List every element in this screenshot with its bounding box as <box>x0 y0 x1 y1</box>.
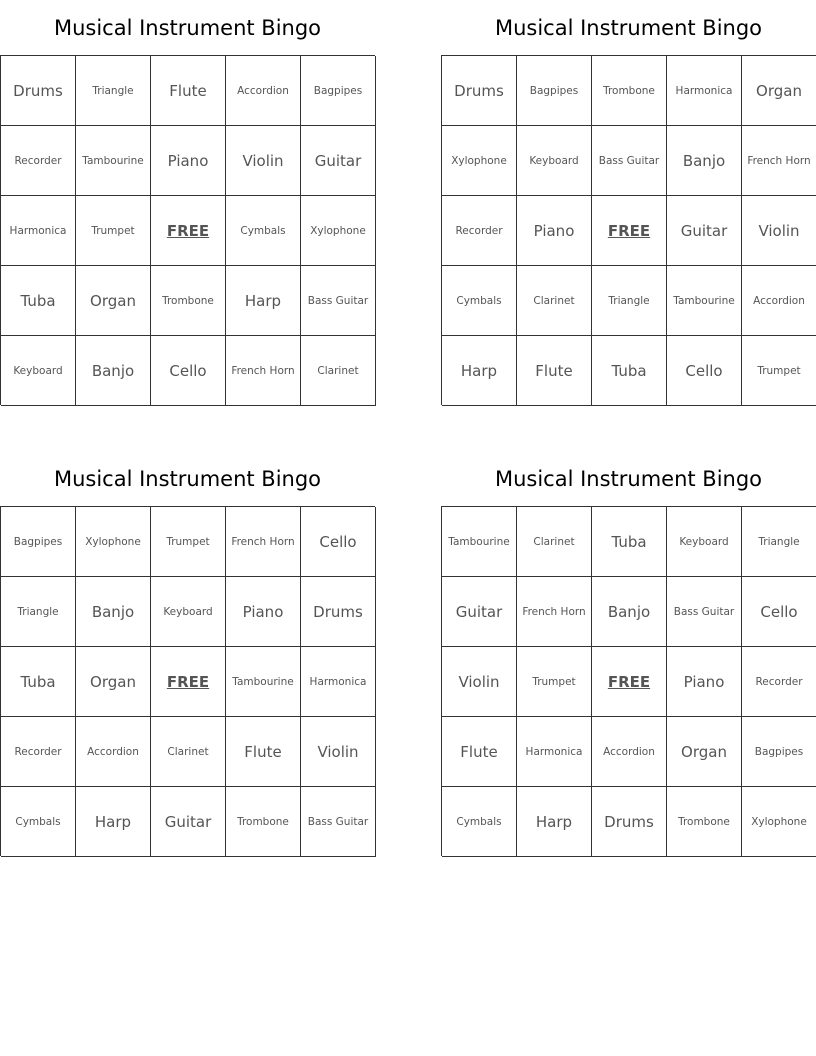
bingo-cell: Recorder <box>1 717 76 787</box>
bingo-cell: Tambourine <box>442 507 517 577</box>
bingo-cell: Recorder <box>742 647 816 717</box>
bingo-cell: Harmonica <box>301 647 376 717</box>
bingo-cell: French Horn <box>742 126 816 196</box>
bingo-cell: Banjo <box>592 577 667 647</box>
bingo-cell: Bagpipes <box>301 56 376 126</box>
bingo-cell: Organ <box>667 717 742 787</box>
bingo-cell: Harp <box>76 787 151 857</box>
bingo-cell: Piano <box>226 577 301 647</box>
bingo-cell: Trombone <box>226 787 301 857</box>
bingo-cell: Bass Guitar <box>301 266 376 336</box>
bingo-cell: Cello <box>667 336 742 406</box>
bingo-cell: Xylophone <box>742 787 816 857</box>
bingo-cell: Organ <box>742 56 816 126</box>
bingo-cell: Trombone <box>667 787 742 857</box>
bingo-cell: Accordion <box>76 717 151 787</box>
bingo-cell: Tuba <box>592 507 667 577</box>
bingo-cell: Tambourine <box>76 126 151 196</box>
bingo-cell: Violin <box>301 717 376 787</box>
bingo-cell: Clarinet <box>151 717 226 787</box>
bingo-cell: Bagpipes <box>742 717 816 787</box>
bingo-cell: Banjo <box>667 126 742 196</box>
bingo-cell: Drums <box>442 56 517 126</box>
bingo-cell: Bagpipes <box>1 507 76 577</box>
bingo-cell: Piano <box>151 126 226 196</box>
bingo-cell: Clarinet <box>517 266 592 336</box>
bingo-cell: Harp <box>442 336 517 406</box>
free-space-cell: FREE <box>151 196 226 266</box>
bingo-cell: Triangle <box>592 266 667 336</box>
bingo-cell: Piano <box>667 647 742 717</box>
bingo-cell: Bass Guitar <box>301 787 376 857</box>
bingo-cell: Cello <box>301 507 376 577</box>
bingo-cell: Keyboard <box>151 577 226 647</box>
bingo-cell: Guitar <box>442 577 517 647</box>
bingo-cell: Trumpet <box>517 647 592 717</box>
bingo-cell: Cymbals <box>1 787 76 857</box>
bingo-cell: Tambourine <box>226 647 301 717</box>
bingo-cell: Banjo <box>76 336 151 406</box>
bingo-cell: Clarinet <box>301 336 376 406</box>
bingo-cell: French Horn <box>226 336 301 406</box>
bingo-cell: Recorder <box>442 196 517 266</box>
bingo-cell: Xylophone <box>76 507 151 577</box>
bingo-cell: Organ <box>76 647 151 717</box>
bingo-cell: Drums <box>1 56 76 126</box>
card-title: Musical Instrument Bingo <box>494 16 763 40</box>
bingo-cell: Cymbals <box>442 266 517 336</box>
bingo-cell: Cello <box>742 577 816 647</box>
bingo-cell: Accordion <box>592 717 667 787</box>
bingo-cell: Trumpet <box>151 507 226 577</box>
bingo-cell: Bass Guitar <box>667 577 742 647</box>
bingo-cell: Xylophone <box>442 126 517 196</box>
bingo-cell: Violin <box>742 196 816 266</box>
bingo-card-4 <box>441 451 816 856</box>
bingo-cell: Flute <box>517 336 592 406</box>
bingo-card-3 <box>0 451 375 856</box>
bingo-card-1 <box>0 0 375 405</box>
bingo-cell: Violin <box>226 126 301 196</box>
bingo-cell: Keyboard <box>667 507 742 577</box>
bingo-cell: Guitar <box>667 196 742 266</box>
bingo-cell: Harmonica <box>1 196 76 266</box>
bingo-cell: Triangle <box>76 56 151 126</box>
bingo-grid <box>0 55 375 405</box>
bingo-cell: Piano <box>517 196 592 266</box>
bingo-cell: Clarinet <box>517 507 592 577</box>
bingo-cell: Recorder <box>1 126 76 196</box>
bingo-cell: French Horn <box>517 577 592 647</box>
bingo-cell: Harp <box>226 266 301 336</box>
bingo-cell: Bass Guitar <box>592 126 667 196</box>
bingo-card-2 <box>441 0 816 405</box>
bingo-cell: Trombone <box>151 266 226 336</box>
bingo-cell: Organ <box>76 266 151 336</box>
card-title: Musical Instrument Bingo <box>53 467 322 491</box>
bingo-grid <box>0 506 375 856</box>
bingo-cell: Flute <box>226 717 301 787</box>
bingo-cell: Keyboard <box>517 126 592 196</box>
card-title: Musical Instrument Bingo <box>494 467 763 491</box>
bingo-cell: Harp <box>517 787 592 857</box>
bingo-cell: Flute <box>442 717 517 787</box>
bingo-cell: Guitar <box>301 126 376 196</box>
bingo-cell: Cymbals <box>226 196 301 266</box>
bingo-cell: Guitar <box>151 787 226 857</box>
bingo-cell: Flute <box>151 56 226 126</box>
bingo-cell: Triangle <box>742 507 816 577</box>
bingo-cell: Xylophone <box>301 196 376 266</box>
bingo-cell: Harmonica <box>667 56 742 126</box>
bingo-grid <box>441 506 816 856</box>
bingo-cell: Trombone <box>592 56 667 126</box>
bingo-cell: Harmonica <box>517 717 592 787</box>
bingo-cell: Violin <box>442 647 517 717</box>
bingo-cell: Trumpet <box>742 336 816 406</box>
bingo-cell: Drums <box>301 577 376 647</box>
bingo-cell: Accordion <box>742 266 816 336</box>
free-space-cell: FREE <box>151 647 226 717</box>
bingo-cell: Keyboard <box>1 336 76 406</box>
bingo-cell: Accordion <box>226 56 301 126</box>
bingo-cell: Cello <box>151 336 226 406</box>
bingo-grid <box>441 55 816 405</box>
bingo-cell: Cymbals <box>442 787 517 857</box>
bingo-cell: Tambourine <box>667 266 742 336</box>
card-title: Musical Instrument Bingo <box>53 16 322 40</box>
free-space-cell: FREE <box>592 196 667 266</box>
bingo-cell: Tuba <box>592 336 667 406</box>
bingo-cell: Triangle <box>1 577 76 647</box>
bingo-cell: Trumpet <box>76 196 151 266</box>
bingo-cell: Tuba <box>1 647 76 717</box>
bingo-cell: Tuba <box>1 266 76 336</box>
bingo-cell: Drums <box>592 787 667 857</box>
bingo-cell: Banjo <box>76 577 151 647</box>
bingo-cell: Bagpipes <box>517 56 592 126</box>
free-space-cell: FREE <box>592 647 667 717</box>
bingo-cell: French Horn <box>226 507 301 577</box>
